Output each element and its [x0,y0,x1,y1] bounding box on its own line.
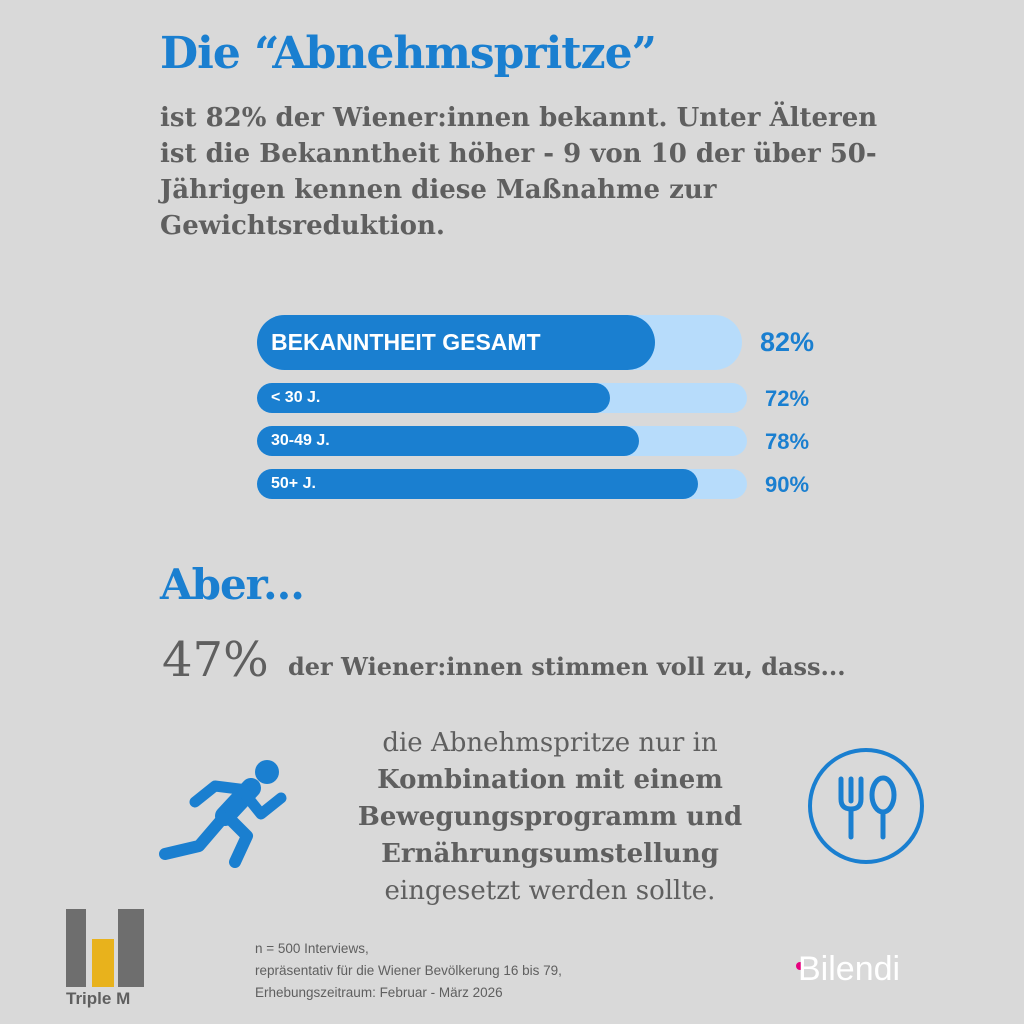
triplem-logo-text: Triple M [66,989,131,1008]
agree-text: der Wiener:innen stimmen voll zu, dass... [288,652,846,681]
footnote-line: Erhebungszeitraum: Februar - März 2026 [255,985,503,1000]
intro-text: ist 82% der Wiener:innen bekannt. Unter Älteren ist die Bekanntheit höher - 9 von 10 der über 50-Jährigen kennen diese Maßnahme zur Gewichtsreduktion. [160,103,878,241]
footnote-line: n = 500 Interviews, [255,941,369,956]
bar-value-label: 82% [760,327,815,357]
triplem-logo [66,905,146,987]
aber-heading: Aber... [160,560,304,609]
bar-track [257,469,747,499]
footnote [255,938,562,1004]
bar-value-label: 90% [765,472,810,497]
agree-percent: 47% [162,632,269,688]
bar-category-label: 30-49 J. [271,432,330,449]
running-person-icon [155,758,295,868]
bar-track [257,383,747,413]
bilendi-logo: Bilendi [798,950,901,988]
statement-line: die Abnehmspritze nur in [382,728,718,758]
fork-spoon-icon [805,745,927,867]
bar-value-label: 78% [765,429,810,454]
bar-track [257,426,747,456]
statement-line: Ernährungsumstellung [381,839,719,869]
title: Die “Abnehmspritze” [160,28,656,79]
statement-line: eingesetzt werden sollte. [384,876,716,906]
statement-line: Kombination mit einem [377,765,723,795]
footnote-line: repräsentativ für die Wiener Bevölkerung 16 bis 79, [255,963,562,978]
statement-line: Bewegungsprogramm und [357,802,743,832]
bar-track [257,315,742,370]
statement-block [320,725,780,910]
bar-category-label: < 30 J. [271,389,321,406]
bar-fill [257,469,698,499]
bar-value-label: 72% [765,386,810,411]
bar-category-label: 50+ J. [271,475,316,492]
bar-category-label: BEKANNTHEIT GESAMT [271,329,541,355]
